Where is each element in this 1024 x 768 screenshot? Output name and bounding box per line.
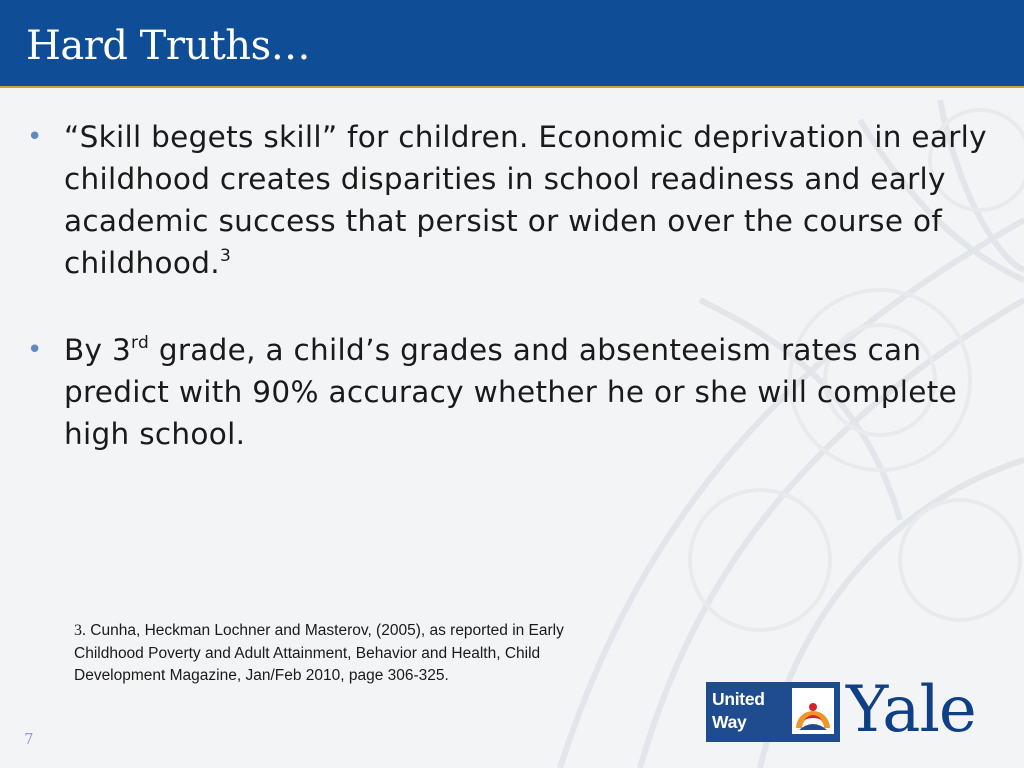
united-way-logo [706,682,840,742]
footnote-text: Cunha, Heckman Lochner and Masterov, (2005), as reported in Early Childhood Poverty and Adult Attainment, Behavior and Health, Child Development Magazine, Jan/Feb 2010, page 306-325. [74,622,564,684]
logo-area [706,673,1006,748]
bullet-text: “Skill begets skill” for children. Economic deprivation in early childhood creates disparities in school readiness and early academic success that persist or widen over the course of childhood. [64,120,987,280]
bullet-list [24,116,999,500]
bullet-marker-icon: • [27,122,43,152]
bullet-item-third-grade [24,329,999,455]
footnote-number: 3. [74,622,86,639]
united-way-wordmark [712,688,790,734]
footnote [74,620,610,688]
bullet-item-skill-begets-skill [24,116,999,284]
united-way-emblem-icon [792,688,834,734]
slide-number: 7 [24,730,34,748]
ordinal-superscript: rd [131,333,150,353]
united-way-line2: Way [712,712,747,732]
united-way-line1: United [712,689,765,709]
bullet-text-before: By 3 [64,333,132,367]
bullet-marker-icon: • [27,335,43,365]
yale-logo: Yale [846,673,976,747]
citation-superscript: 3 [219,246,232,266]
title-bar [0,0,1024,88]
bullet-text-after: grade, a child’s grades and absenteeism rates can predict with 90% accuracy whether he or she will complete high school. [64,333,958,451]
slide-title: Hard Truths… [26,23,311,69]
